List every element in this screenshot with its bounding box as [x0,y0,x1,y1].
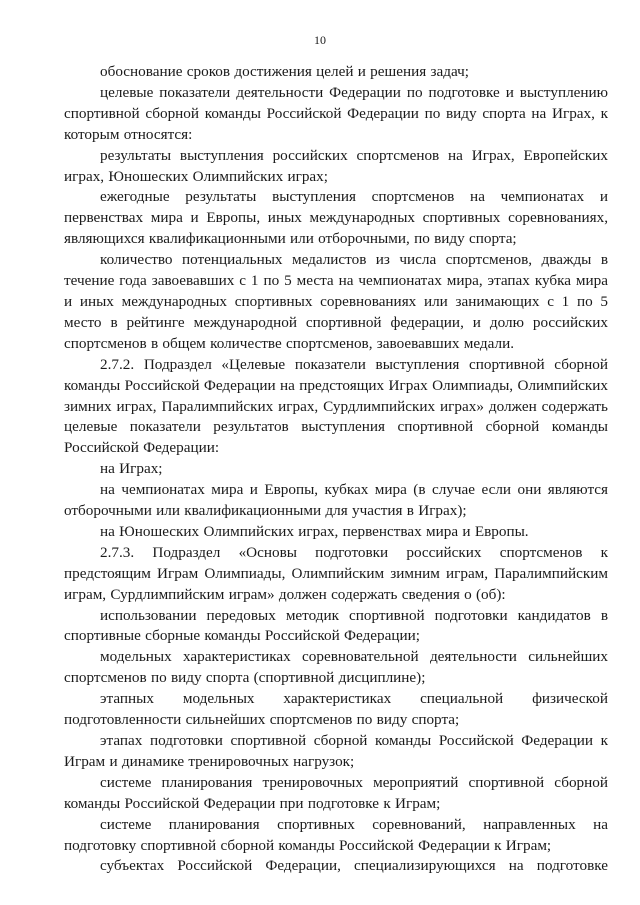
paragraph-regions: субъектах Российской Федерации, специализирующихся на подготовке [100,857,608,875]
page-number: 10 [314,33,326,47]
paragraph-annual-results: ежегодные результаты выступления спортсменов на чемпионатах и первенствах мира и Европы, иных международных спортивных соревнованиях, являющихся квалификационными или отборочными, по виду спорта; [64,188,608,248]
paragraph-section-2-7-2: 2.7.2. Подраздел «Целевые показатели выступления спортивной сборной команды Российской Федерации на предстоящих Играх Олимпиады, Олимпийских зимних играх, Паралимпийских играх, Сурдлимпийских играх» должен содержать целевые показатели результатов выступления спортивной сборной команды Российской Федерации: [64,355,608,457]
paragraph-advanced-methods: использовании передовых методик спортивной подготовки кандидатов в спортивные сборные команды Российской Федерации; [64,606,608,645]
paragraph-competition-planning: системе планирования спортивных соревнований, направленных на подготовку спортивной сборной команды Российской Федерации к Играм; [64,815,608,854]
paragraph-world-championships: на чемпионатах мира и Европы, кубках мира (в случае если они являются отборочными или квалификационными для участия в Играх); [64,481,608,520]
paragraph-goal-justification: обоснование сроков достижения целей и решения задач; [100,63,469,80]
paragraph-model-characteristics: модельных характеристиках соревновательной деятельности сильнейших спортсменов по виду спорта (спортивной дисциплине); [64,648,608,687]
paragraph-at-games: на Играх; [100,460,163,478]
paragraph-training-planning: системе планирования тренировочных мероприятий спортивной сборной команды Российской Федерации при подготовке к Играм; [64,773,608,812]
document-body [64,62,608,877]
paragraph-potential-medalists: количество потенциальных медалистов из числа спортсменов, дважды в течение года завоевавших с 1 по 5 места на чемпионатах мира, этапах кубка мира и иных международных спортивных соревнованиях или занимающих с 1 по 5 место в рейтинге международной спортивной федерации, и долю российских спортсменов в общем количестве спортсменов, завоевавших медали. [64,251,608,352]
paragraph-section-2-7-3: 2.7.3. Подраздел «Основы подготовки российских спортсменов к предстоящим Играм Олимпиады, Олимпийским зимним играм, Паралимпийским играм, Сурдлимпийским играм» должен содержать сведения о (об): [64,543,608,603]
paragraph-target-indicators: целевые показатели деятельности Федерации по подготовке и выступлению спортивной сборной команды Российской Федерации по виду спорта на Играх, к которым относятся: [64,83,608,143]
paragraph-games-results: результаты выступления российских спортсменов на Играх, Европейских играх, Юношеских Олимпийских играх; [64,146,608,185]
paragraph-training-stages: этапах подготовки спортивной сборной команды Российской Федерации к Играм и динамике тренировочных нагрузок; [64,732,608,770]
paragraph-stage-characteristics: этапных модельных характеристиках специальной физической подготовленности сильнейших спортсменов по виду спорта; [64,690,608,729]
paragraph-youth-olympics: на Юношеских Олимпийских играх, первенствах мира и Европы. [100,522,529,540]
